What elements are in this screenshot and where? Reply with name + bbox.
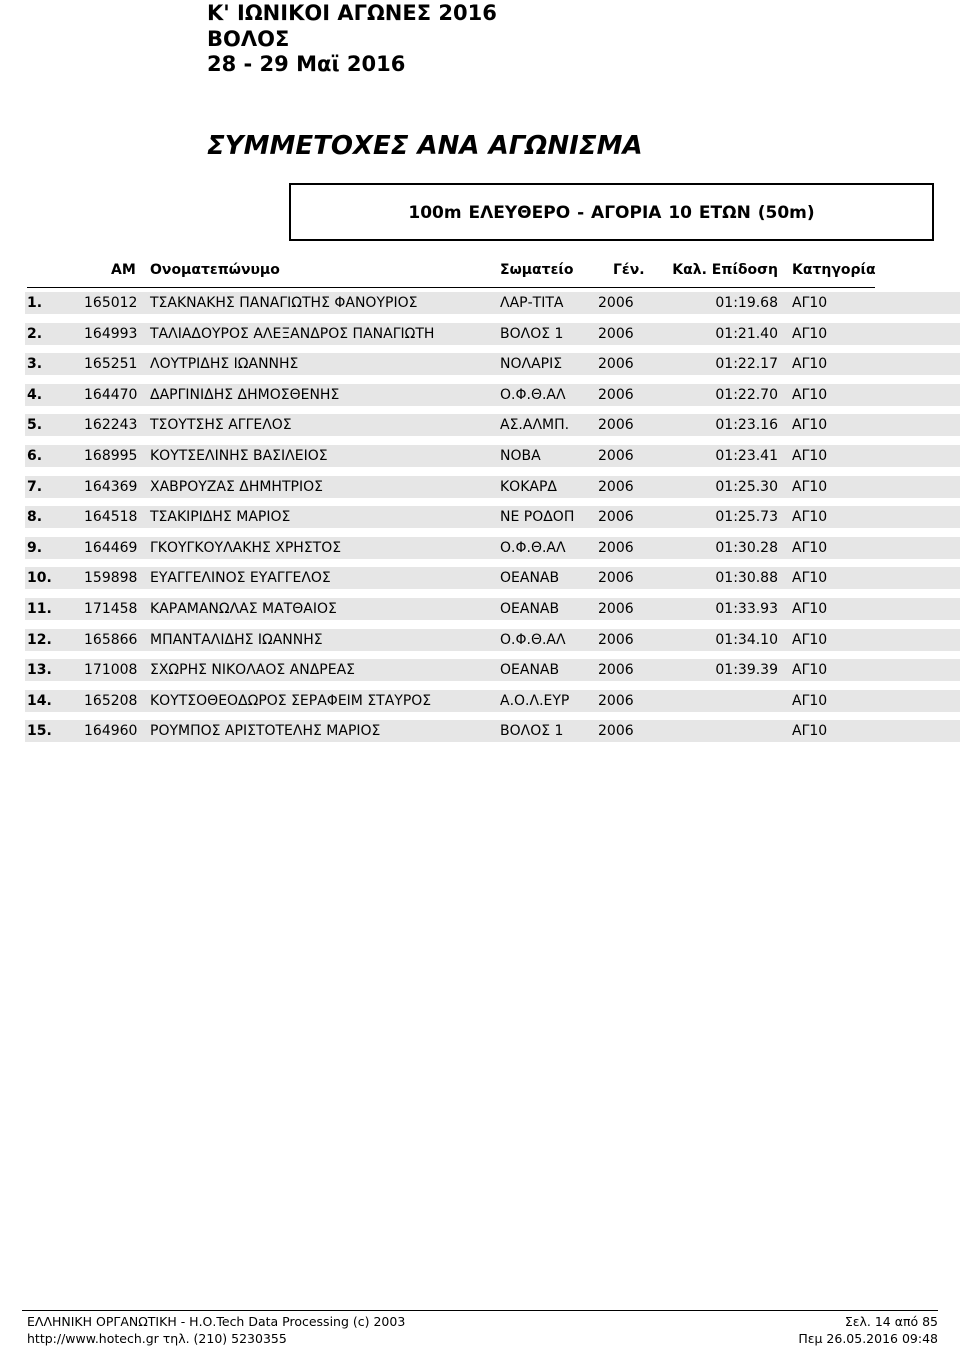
cell-entry-time: 01:25.73 — [715, 509, 778, 525]
cell-club: ΒΟΛΟΣ 1 — [500, 326, 564, 342]
cell-athlete-id: 171458 — [84, 601, 138, 617]
table-row — [0, 598, 960, 624]
cell-birth-year: 2006 — [598, 570, 634, 586]
cell-category: ΑΓ10 — [792, 632, 828, 648]
table-row — [0, 323, 960, 349]
cell-club: ΟΕΑΝΑΒ — [500, 662, 560, 678]
cell-athlete-id: 164469 — [84, 540, 138, 556]
cell-club: ΝΕ ΡΟΔΟΠ — [500, 509, 575, 525]
cell-birth-year: 2006 — [598, 356, 634, 372]
cell-athlete-id: 164993 — [84, 326, 138, 342]
column-header-am: ΑΜ — [111, 262, 136, 278]
cell-birth-year: 2006 — [598, 295, 634, 311]
cell-category: ΑΓ10 — [792, 601, 828, 617]
cell-birth-year: 2006 — [598, 509, 634, 525]
cell-athlete-id: 164518 — [84, 509, 138, 525]
cell-birth-year: 2006 — [598, 540, 634, 556]
cell-athlete-name: ΤΑΛΙΑΔΟΥΡΟΣ ΑΛΕΞΑΝΔΡΟΣ ΠΑΝΑΓΙΩΤΗ — [150, 326, 435, 342]
column-header-name: Ονοματεπώνυμο — [150, 262, 280, 278]
cell-athlete-name: ΚΑΡΑΜΑΝΩΛΑΣ ΜΑΤΘΑΙΟΣ — [150, 601, 337, 617]
cell-birth-year: 2006 — [598, 662, 634, 678]
table-row — [0, 353, 960, 379]
cell-rank: 11. — [27, 601, 52, 617]
cell-rank: 8. — [27, 509, 43, 525]
footer-page-number: Σελ. 14 από 85 — [844, 1314, 938, 1329]
footer-contact: http://www.hotech.gr τηλ. (210) 5230355 — [27, 1331, 287, 1346]
cell-rank: 12. — [27, 632, 52, 648]
meet-dates: 28 - 29 Μαϊ 2016 — [207, 52, 406, 76]
cell-birth-year: 2006 — [598, 632, 634, 648]
table-row — [0, 567, 960, 593]
cell-category: ΑΓ10 — [792, 295, 828, 311]
cell-athlete-name: ΜΠΑΝΤΑΛΙΔΗΣ ΙΩΑΝΝΗΣ — [150, 632, 323, 648]
cell-club: Ο.Φ.Θ.ΑΛ — [500, 632, 566, 648]
footer-timestamp: Πεμ 26.05.2016 09:48 — [798, 1331, 938, 1346]
cell-category: ΑΓ10 — [792, 387, 828, 403]
cell-entry-time: 01:30.28 — [715, 540, 778, 556]
cell-category: ΑΓ10 — [792, 509, 828, 525]
column-header-time: Καλ. Επίδοση — [672, 262, 778, 278]
cell-athlete-name: ΕΥΑΓΓΕΛΙΝΟΣ ΕΥΑΓΓΕΛΟΣ — [150, 570, 331, 586]
table-row — [0, 292, 960, 318]
column-header-year: Γέν. — [613, 262, 645, 278]
footer — [0, 1312, 960, 1349]
table-row — [0, 690, 960, 716]
cell-athlete-name: ΧΑΒΡΟΥΖΑΣ ΔΗΜΗΤΡΙΟΣ — [150, 479, 323, 495]
cell-rank: 9. — [27, 540, 43, 556]
cell-athlete-name: ΛΟΥΤΡΙΔΗΣ ΙΩΑΝΝΗΣ — [150, 356, 299, 372]
cell-entry-time: 01:22.17 — [715, 356, 778, 372]
cell-rank: 15. — [27, 723, 52, 739]
cell-athlete-name: ΔΑΡΓΙΝΙΔΗΣ ΔΗΜΟΣΘΕΝΗΣ — [150, 387, 340, 403]
table-row — [0, 445, 960, 471]
cell-entry-time: 01:30.88 — [715, 570, 778, 586]
cell-category: ΑΓ10 — [792, 693, 828, 709]
cell-entry-time: 01:22.70 — [715, 387, 778, 403]
cell-birth-year: 2006 — [598, 693, 634, 709]
cell-rank: 14. — [27, 693, 52, 709]
table-row — [0, 537, 960, 563]
cell-club: ΒΟΛΟΣ 1 — [500, 723, 564, 739]
cell-category: ΑΓ10 — [792, 448, 828, 464]
cell-club: ΟΕΑΝΑΒ — [500, 601, 560, 617]
event-title: 100m ΕΛΕΥΘΕΡΟ - ΑΓΟΡΙΑ 10 ΕΤΩΝ (50m) — [408, 203, 815, 223]
cell-athlete-id: 159898 — [84, 570, 138, 586]
cell-category: ΑΓ10 — [792, 326, 828, 342]
cell-birth-year: 2006 — [598, 448, 634, 464]
column-header-club: Σωματείο — [500, 262, 574, 278]
cell-entry-time: 01:23.41 — [715, 448, 778, 464]
cell-athlete-name: ΡΟΥΜΠΟΣ ΑΡΙΣΤΟΤΕΛΗΣ ΜΑΡΙΟΣ — [150, 723, 381, 739]
cell-entry-time: 01:34.10 — [715, 632, 778, 648]
cell-athlete-id: 164369 — [84, 479, 138, 495]
cell-club: ΛΑΡ-ΤΙΤΑ — [500, 295, 564, 311]
cell-club: ΟΕΑΝΑΒ — [500, 570, 560, 586]
cell-category: ΑΓ10 — [792, 723, 828, 739]
cell-rank: 13. — [27, 662, 52, 678]
table-row — [0, 659, 960, 685]
cell-rank: 2. — [27, 326, 43, 342]
cell-athlete-name: ΤΣΑΚΙΡΙΔΗΣ ΜΑΡΙΟΣ — [150, 509, 291, 525]
cell-birth-year: 2006 — [598, 723, 634, 739]
cell-category: ΑΓ10 — [792, 662, 828, 678]
cell-club: ΝΟΒΑ — [500, 448, 541, 464]
cell-athlete-id: 162243 — [84, 417, 138, 433]
cell-athlete-id: 171008 — [84, 662, 138, 678]
cell-athlete-name: ΓΚΟΥΓΚΟΥΛΑΚΗΣ ΧΡΗΣΤΟΣ — [150, 540, 342, 556]
cell-athlete-id: 164470 — [84, 387, 138, 403]
cell-athlete-name: ΤΣΟΥΤΣΗΣ ΑΓΓΕΛΟΣ — [150, 417, 292, 433]
cell-rank: 3. — [27, 356, 43, 372]
cell-birth-year: 2006 — [598, 601, 634, 617]
cell-club: ΑΣ.ΑΛΜΠ. — [500, 417, 570, 433]
table-row — [0, 384, 960, 410]
cell-entry-time: 01:21.40 — [715, 326, 778, 342]
cell-athlete-name: ΤΣΑΚΝΑΚΗΣ ΠΑΝΑΓΙΩΤΗΣ ΦΑΝΟΥΡΙΟΣ — [150, 295, 418, 311]
footer-company: ΕΛΛΗΝΙΚΗ ΟΡΓΑΝΩΤΙΚΗ - Η.Ο.Tech Data Processing (c) 2003 — [27, 1314, 406, 1329]
cell-athlete-id: 164960 — [84, 723, 138, 739]
column-header-category: Κατηγορία — [792, 262, 876, 278]
page-title: ΣΥΜΜΕΤΟΧΕΣ ΑΝΑ ΑΓΩΝΙΣΜΑ — [207, 131, 643, 161]
cell-category: ΑΓ10 — [792, 417, 828, 433]
cell-entry-time: 01:19.68 — [715, 295, 778, 311]
cell-rank: 6. — [27, 448, 43, 464]
table-row — [0, 476, 960, 502]
cell-club: Ο.Φ.Θ.ΑΛ — [500, 387, 566, 403]
cell-category: ΑΓ10 — [792, 356, 828, 372]
cell-birth-year: 2006 — [598, 387, 634, 403]
cell-entry-time: 01:33.93 — [715, 601, 778, 617]
table-row — [0, 629, 960, 655]
cell-rank: 5. — [27, 417, 43, 433]
cell-category: ΑΓ10 — [792, 479, 828, 495]
cell-rank: 4. — [27, 387, 43, 403]
cell-athlete-id: 165251 — [84, 356, 138, 372]
cell-birth-year: 2006 — [598, 326, 634, 342]
cell-entry-time: 01:39.39 — [715, 662, 778, 678]
table-row — [0, 414, 960, 440]
cell-club: Α.Ο.Λ.ΕΥΡ — [500, 693, 570, 709]
cell-club: Ο.Φ.Θ.ΑΛ — [500, 540, 566, 556]
cell-club: ΝΟΛΑΡΙΣ — [500, 356, 563, 372]
cell-athlete-id: 165012 — [84, 295, 138, 311]
cell-birth-year: 2006 — [598, 417, 634, 433]
cell-athlete-name: ΣΧΩΡΗΣ ΝΙΚΟΛΑΟΣ ΑΝΔΡΕΑΣ — [150, 662, 356, 678]
cell-athlete-id: 168995 — [84, 448, 138, 464]
cell-rank: 10. — [27, 570, 52, 586]
footer-divider — [22, 1310, 938, 1311]
cell-category: ΑΓ10 — [792, 570, 828, 586]
cell-athlete-id: 165208 — [84, 693, 138, 709]
meet-location: ΒΟΛΟΣ — [207, 27, 290, 51]
cell-entry-time: 01:25.30 — [715, 479, 778, 495]
cell-athlete-name: ΚΟΥΤΣΕΛΙΝΗΣ ΒΑΣΙΛΕΙΟΣ — [150, 448, 328, 464]
event-box — [289, 183, 934, 241]
cell-athlete-id: 165866 — [84, 632, 138, 648]
meet-title: Κ' ΙΩΝΙΚΟΙ ΑΓΩΝΕΣ 2016 — [207, 1, 497, 25]
table-row — [0, 720, 960, 746]
column-header-row — [0, 262, 960, 282]
cell-category: ΑΓ10 — [792, 540, 828, 556]
cell-rank: 1. — [27, 295, 43, 311]
cell-entry-time: 01:23.16 — [715, 417, 778, 433]
cell-athlete-name: ΚΟΥΤΣΟΘΕΟΔΩΡΟΣ ΣΕΡΑΦΕΙΜ ΣΤΑΥΡΟΣ — [150, 693, 432, 709]
cell-club: ΚΟΚΑΡΔ — [500, 479, 557, 495]
cell-rank: 7. — [27, 479, 43, 495]
table-row — [0, 506, 960, 532]
header-divider — [27, 287, 875, 288]
cell-birth-year: 2006 — [598, 479, 634, 495]
